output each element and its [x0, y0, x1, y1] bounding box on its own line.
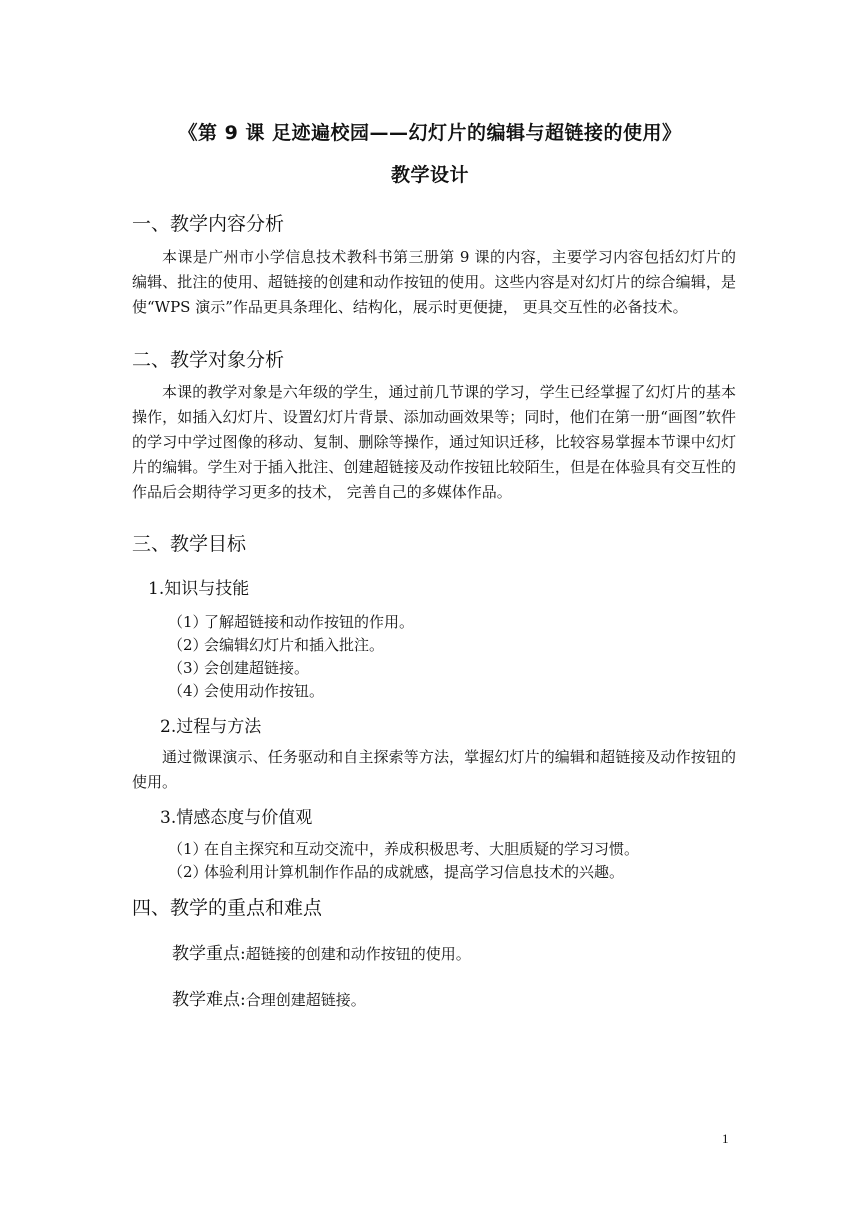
list-item: [168, 680, 324, 701]
list-item-number: （2）: [168, 863, 208, 881]
list-item-number: （2）: [168, 636, 208, 654]
document-title: 《第 9 课 足迹遍校园——幻灯片的编辑与超链接的使用》: [178, 122, 682, 144]
paragraph-student-analysis: 本课的教学对象是六年级的学生，通过前几节课的学习，学生已经掌握了幻灯片的基本操作，如插入幻灯片、设置幻灯片背景、添加动画效果等；同时，他们在第一册“画图”软件的学习中学过图像的移动、复制、删除等操作，通过知识迁移，比较容易掌握本节课中幻灯片的编辑。学生对于插入批注、创建超链接及动作按钮比较陌生，但是在体验具有交互性的作品后会期待学习更多的技术， 完善自己的多媒体作品。: [132, 383, 736, 501]
section-heading-key-difficult-points: 四、教学的重点和难点: [132, 897, 323, 919]
list-item-number: （1）: [168, 840, 208, 858]
list-item-text: 会创建超链接。: [204, 659, 310, 677]
list-item-text: 体验利用计算机制作作品的成就感，提高学习信息技术的兴趣。: [204, 863, 625, 881]
list-item-number: （1）: [168, 613, 208, 631]
subheading-attitudes-values: 3.情感态度与价值观: [160, 808, 313, 828]
paragraph-content-analysis: 本课是广州市小学信息技术教科书第三册第 9 课的内容，主要学习内容包括幻灯片的编辑、批注的使用、超链接的创建和动作按钮的使用。这些内容是对幻灯片的综合编辑，是使“WPS 演示”作品更具条理化、结构化，展示时更便捷， 更具交互性的必备技术。: [132, 248, 736, 316]
list-item-text: 了解超链接和动作按钮的作用。: [204, 613, 415, 631]
section-heading-objectives: 三、教学目标: [132, 533, 247, 555]
list-item: [168, 611, 414, 632]
difficult-point-label: 教学难点:: [172, 990, 246, 1010]
key-point-label: 教学重点:: [172, 944, 246, 964]
key-point-text: 超链接的创建和动作按钮的使用。: [245, 945, 471, 963]
list-item-text: 在自主探究和互动交流中，养成积极思考、大胆质疑的学习习惯。: [204, 840, 640, 858]
section-heading-student-analysis: 二、教学对象分析: [132, 349, 285, 371]
page-number: 1: [722, 1131, 729, 1146]
list-item: [168, 861, 624, 882]
document-subtitle: 教学设计: [390, 164, 469, 186]
list-item-text: 会使用动作按钮。: [204, 682, 325, 700]
paragraph-process-methods: 通过微课演示、任务驱动和自主探索等方法，掌握幻灯片的编辑和超链接及动作按钮的使用。: [132, 748, 736, 791]
subheading-process-methods: 2.过程与方法: [160, 717, 262, 737]
list-item: [168, 838, 639, 859]
list-item-number: （3）: [168, 659, 208, 677]
list-item-number: （4）: [168, 682, 208, 700]
list-item-text: 会编辑幻灯片和插入批注。: [204, 636, 385, 654]
list-item: [168, 657, 309, 678]
subheading-knowledge-skills: 1.知识与技能: [148, 579, 250, 599]
key-point: [172, 939, 471, 964]
list-item: [168, 634, 384, 655]
difficult-point-text: 合理创建超链接。: [245, 991, 366, 1009]
section-heading-content-analysis: 一、教学内容分析: [132, 213, 285, 235]
difficult-point: [172, 985, 366, 1010]
